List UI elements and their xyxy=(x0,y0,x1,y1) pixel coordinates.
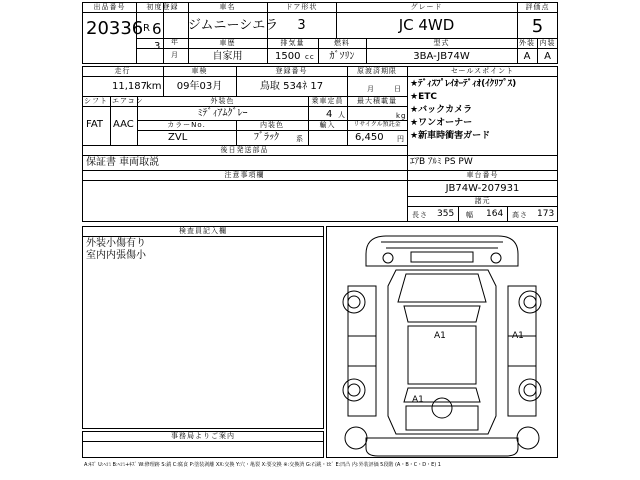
capacity: 4 xyxy=(326,109,333,120)
mileage-unit: km xyxy=(146,81,162,92)
sales-point: ★ワンオーナー xyxy=(410,118,473,128)
reg-year: 6 xyxy=(152,20,162,38)
grade: JC 4WD xyxy=(398,16,455,34)
color-no-label: カラーNo. xyxy=(167,121,206,129)
dims-label: 諸元 xyxy=(474,197,491,205)
doors: 3 xyxy=(297,18,306,33)
fuel-label: 燃料 xyxy=(334,39,350,47)
right-rear-wheel xyxy=(519,379,541,401)
score: 5 xyxy=(531,16,544,37)
recycle-day: 日 xyxy=(394,85,402,93)
import-label: 輸入 xyxy=(319,121,336,129)
exterior-label: 外装 xyxy=(519,39,535,47)
car-name-label: 車名 xyxy=(219,3,236,11)
reg-year-unit: 年 xyxy=(171,38,179,46)
docs-label: 後日発送部品 xyxy=(220,146,269,154)
score-label: 評価点 xyxy=(525,3,550,11)
front-right-light xyxy=(491,253,501,263)
ext-color: ﾐﾃﾞｨｱﾑｸﾞﾚｰ xyxy=(197,108,248,119)
displacement-label: 排気量 xyxy=(280,39,305,47)
max-load-label: 最大積載量 xyxy=(357,97,397,105)
exterior-grade: A xyxy=(523,51,531,62)
rear-outline xyxy=(366,438,518,456)
displacement-unit: cc xyxy=(305,53,315,61)
left-side xyxy=(348,286,376,416)
spare-tire xyxy=(432,398,452,418)
model-label: 型式 xyxy=(433,39,450,47)
width-label: 幅 xyxy=(466,211,474,219)
front-bumper xyxy=(381,242,503,248)
lot-number: 20336 xyxy=(86,18,144,39)
shift-label: シフト xyxy=(84,97,108,105)
footer-legend: A:ｷｽﾞ U:ﾍｺﾐ B:ﾍｺﾐ+ｷｽﾞ W:修理跡 S:錆 C:腐食 P:塗装剥離 XX:交換 Y:穴・亀裂 X:要交換 ※:交換済 G:石跳・ﾋﾋﾞ E:凹凸 内:外装評価 5段階 (A・B・C・D・E) 1 xyxy=(84,462,441,468)
recycle-fee: 6,450 xyxy=(355,132,384,143)
recycle-date-label: 原渡済期限 xyxy=(357,67,397,75)
sales-point: ★新車時衝害ガード xyxy=(410,131,491,141)
int-color: ﾌﾞﾗｯｸ xyxy=(254,132,279,143)
recycle-fee-label: リサイクル預託金 xyxy=(353,121,401,128)
first-reg-label: 初度登録 xyxy=(146,3,179,11)
inspector-line1: 外装小傷有り xyxy=(86,238,146,249)
sales-point: ★ETC xyxy=(410,92,437,102)
car-name: ジムニーシエラ xyxy=(188,18,279,33)
interior-label: 内装 xyxy=(539,39,556,47)
model: 3BA-JB74W xyxy=(413,51,470,62)
capacity-label: 乗車定員 xyxy=(311,97,344,105)
length: 355 xyxy=(437,209,455,219)
usage-label: 車歴 xyxy=(219,39,236,47)
front-left-light xyxy=(383,253,393,263)
damage-mark: A1 xyxy=(512,331,524,341)
height: 173 xyxy=(537,209,555,219)
capacity-unit: 人 xyxy=(338,111,346,119)
ac: AAC xyxy=(113,119,134,130)
windshield xyxy=(404,306,480,322)
era: R xyxy=(143,23,150,34)
hood xyxy=(398,274,486,302)
inspection-label: 車検 xyxy=(191,67,208,75)
shift: FAT xyxy=(86,119,104,130)
rear-left-wheel xyxy=(345,427,367,449)
reg-month-unit: 月 xyxy=(171,51,179,59)
grade-label: グレード xyxy=(410,3,443,11)
notes-label: 注意事項欄 xyxy=(224,171,265,179)
mileage-label: 走行 xyxy=(114,67,131,75)
damage-mark: A1 xyxy=(434,331,446,341)
color-no: ZVL xyxy=(168,132,188,143)
sales-point: ★ﾃﾞｨｽﾌﾟﾚｲｵｰﾃﾞｨｵ(ｲｸﾘﾌﾟｽ) xyxy=(410,79,517,89)
ext-color-label: 外装色 xyxy=(210,97,235,105)
interior-grade: A xyxy=(544,51,551,62)
sales-point: ★バックカメラ xyxy=(410,105,473,115)
damage-mark: A1 xyxy=(412,395,424,405)
right-side xyxy=(508,286,536,416)
reg-month: 3 xyxy=(154,41,161,52)
displacement: 1500 xyxy=(275,51,301,62)
chassis-label: 車台番号 xyxy=(466,171,499,179)
int-color-suffix: 系 xyxy=(296,135,304,143)
int-color-label: 内装色 xyxy=(260,121,284,129)
plate-label: 登録番号 xyxy=(275,67,308,75)
lot-label: 出品番号 xyxy=(93,3,126,11)
inspection: 09年03月 xyxy=(176,81,223,92)
chassis-number: JB74W-207931 xyxy=(445,183,520,194)
sales-points-label: セールスポイント xyxy=(450,67,515,75)
right-front-wheel xyxy=(519,291,541,313)
height-label: 高さ xyxy=(512,211,528,219)
rear-right-wheel xyxy=(517,427,539,449)
equipment: ｴｱB ｱﾙﾐ PS PW xyxy=(410,157,473,167)
mileage: 11,187 xyxy=(112,81,147,92)
plate: 鳥取 534ﾈ 17 xyxy=(259,81,324,92)
length-label: 長さ xyxy=(412,211,428,219)
fuel: ｶﾞｿﾘﾝ xyxy=(329,51,355,62)
car-diagram xyxy=(326,226,558,458)
docs-text: 保証書 車両取説 xyxy=(86,157,160,168)
usage: 自家用 xyxy=(212,51,243,62)
front-grille xyxy=(411,252,473,262)
max-load-unit: kg xyxy=(396,112,407,120)
left-rear-wheel xyxy=(343,379,365,401)
inspector-line2: 室内内張傷小 xyxy=(86,250,146,261)
width: 164 xyxy=(486,209,504,219)
left-front-wheel xyxy=(343,291,365,313)
office-label: 事務局よりご案内 xyxy=(171,432,235,440)
ac-label: エアコン xyxy=(112,97,144,105)
recycle-unit: 円 xyxy=(397,135,405,143)
inspector-label: 検査員記入欄 xyxy=(179,227,227,235)
doors-label: ドア形状 xyxy=(285,3,318,11)
recycle-month: 月 xyxy=(367,85,375,93)
body-outline xyxy=(388,270,496,434)
